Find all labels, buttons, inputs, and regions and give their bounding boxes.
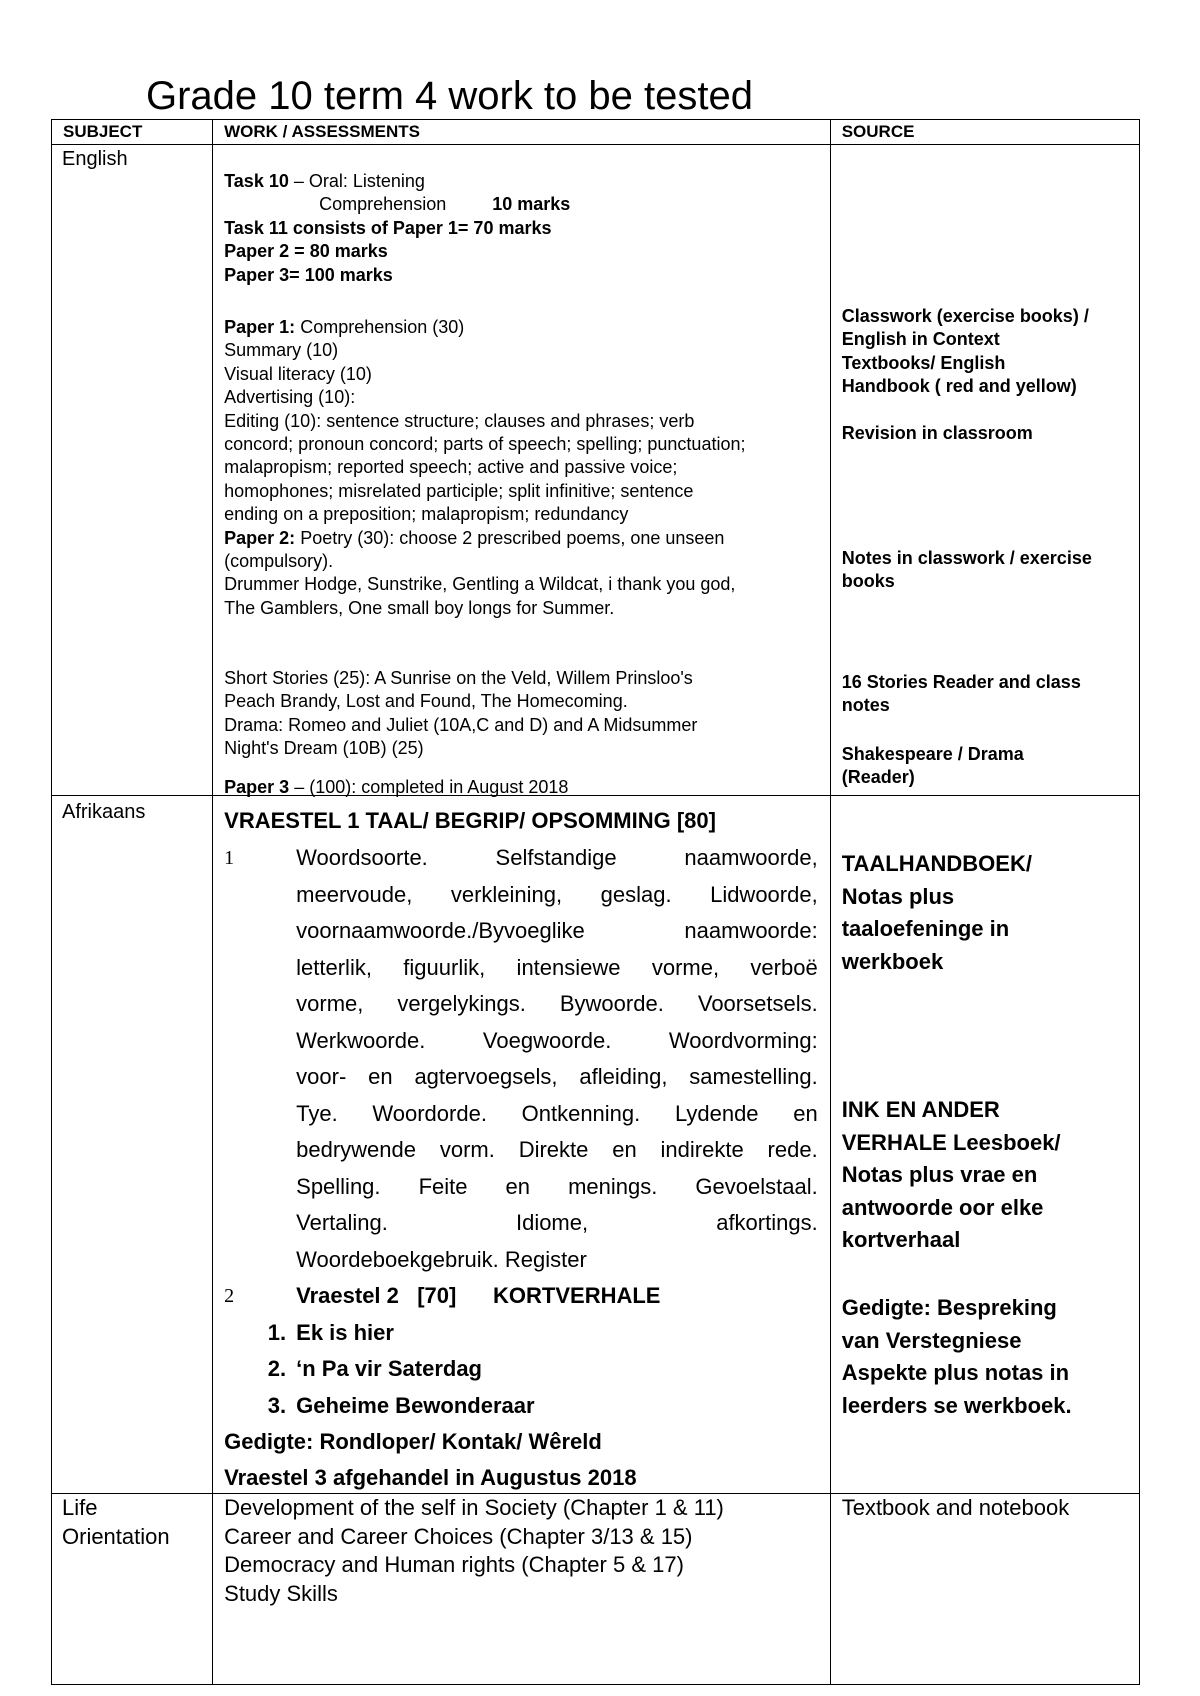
english-tasks (224, 170, 570, 287)
item1-line: Spelling. Feite en menings. Gevoelstaal. (296, 1173, 818, 1199)
source-line: 16 Stories Reader and class (841, 672, 1081, 692)
p1-line: ending on a preposition; malapropism; redundancy (224, 504, 629, 525)
item1-line: meervoude, verkleining, geslag. Lidwoorde, (296, 881, 818, 907)
afrikaans-subject: Afrikaans (62, 801, 146, 823)
p2-line: Drummer Hodge, Sunstrike, Gentling a Wildcat, i thank you god, (224, 574, 736, 595)
afrikaans-work-cell (213, 796, 831, 1494)
item1-line: Tye. Woordorde. Ontkenning. Lydende en (296, 1100, 818, 1126)
english-row (52, 145, 1140, 796)
p1-line: concord; pronoun concord; parts of speech; spelling; punctuation; (224, 434, 746, 455)
item1-line: Woordsoorte. Selfstandige naamwoorde, (296, 845, 818, 870)
item1-line: letterlik, figuurlik, intensiewe vorme, verboë (296, 954, 818, 980)
item1-line: bedrywende vorm. Direkte en indirekte rede. (296, 1137, 818, 1162)
afrikaans-source-cell (830, 796, 1139, 1494)
source-line: INK EN ANDER (841, 1097, 1000, 1122)
lo-work-line: Study Skills (224, 1580, 338, 1606)
source-line: antwoorde oor elke (841, 1194, 1044, 1220)
item1-text (296, 840, 818, 1278)
source-line: van Verstegniese (841, 1327, 1022, 1353)
paper2-marks: Paper 2 = 80 marks (224, 241, 388, 262)
item1-number: 1 (224, 847, 235, 869)
source-line: TAALHANDBOEK/ (841, 851, 1032, 876)
p1-line: Visual literacy (10) (224, 363, 372, 384)
source-line: taaloefeninge in (841, 916, 1010, 941)
item1-line: vorme, vergelykings. Bywoorde. Voorsetsels. (296, 991, 818, 1016)
task11-line: Task 11 consists of Paper 1= 70 marks (224, 217, 552, 238)
header-subject: SUBJECT (63, 122, 143, 141)
english-subject-cell (52, 145, 213, 796)
item1-line: Vertaling. Idiome, afkortings. (296, 1210, 818, 1235)
p2-line: (compulsory). (224, 551, 334, 572)
paper3-label: Paper 3 (224, 777, 290, 797)
item2-text: Vraestel 2 [70] KORTVERHALE (296, 1283, 661, 1308)
source-line: (Reader) (841, 767, 915, 788)
paper1-block (224, 316, 745, 620)
source-line: Notes in classwork / exercise (841, 548, 1092, 568)
source-line: leerders se werkboek. (841, 1392, 1072, 1418)
source-classwork (842, 305, 1131, 399)
story-number: 3. (267, 1392, 287, 1418)
source-line: Gedigte: Bespreking (841, 1295, 1057, 1320)
p2-line: The Gamblers, One small boy longs for Summer. (224, 597, 615, 618)
paper3-text: – (100): completed in August 2018 (289, 777, 569, 797)
story-title: Ek is hier (296, 1319, 394, 1345)
p1-line: Editing (10): sentence structure; clauses and phrases; verb (224, 410, 695, 431)
assessment-table (51, 119, 1140, 1685)
header-work: WORK / ASSESSMENTS (224, 122, 420, 141)
stories-block (224, 667, 697, 761)
header-work-cell (213, 120, 831, 145)
source-revision: Revision in classroom (841, 423, 1033, 443)
p1-line: Summary (10) (224, 340, 339, 361)
source-line: Handbook ( red and yellow) (841, 376, 1077, 397)
task10-label: Task 10 (224, 171, 289, 191)
source-line: Notas plus (841, 883, 955, 909)
source-line: books (841, 571, 895, 592)
lo-subject-line: Orientation (62, 1523, 170, 1549)
source-line: Aspekte plus notas in (841, 1360, 1070, 1385)
p1-line: malapropism; reported speech; active and passive voice; (224, 457, 678, 478)
header-subject-cell (52, 120, 213, 145)
item1-line: voornaamwoorde./Byvoeglike naamwoorde: (296, 918, 818, 943)
lo-source: Textbook and notebook (841, 1495, 1070, 1520)
paper1-label: Paper 1: (224, 317, 296, 337)
english-source-cell (830, 145, 1139, 796)
story-number: 1. (267, 1319, 287, 1345)
story-number: 2. (267, 1356, 287, 1381)
vraestel1-heading: VRAESTEL 1 TAAL/ BEGRIP/ OPSOMMING [80] (224, 808, 716, 833)
source-line: Textbooks/ English (841, 352, 1006, 373)
paper2-label: Paper 2: (224, 527, 296, 548)
page-title: Grade 10 term 4 work to be tested (146, 74, 753, 118)
poems-line: Gedigte: Rondloper/ Kontak/ Wêreld (224, 1429, 602, 1454)
english-subject: English (62, 148, 128, 170)
lo-work-line: Development of the self in Society (Chapter 1 & 11) (224, 1495, 724, 1520)
story-title: Geheime Bewonderaar (296, 1392, 535, 1418)
source-taalhandboek (842, 848, 1131, 978)
source-line: English in Context (841, 329, 1000, 350)
task10-marks: 10 marks (492, 194, 571, 215)
lo-subject-cell (52, 1494, 213, 1685)
source-line: notes (841, 695, 890, 716)
source-stories (842, 671, 1131, 718)
source-line: kortverhaal (841, 1227, 961, 1252)
lo-subject (52, 1494, 212, 1551)
afrikaans-subject-cell (52, 796, 213, 1494)
paper3-marks: Paper 3= 100 marks (224, 264, 393, 285)
item1-line: voor- en agtervoegsels, afleiding, samestelling. (296, 1064, 818, 1089)
lo-work-line: Career and Career Choices (Chapter 3/13 & 15) (224, 1523, 693, 1549)
source-line: Shakespeare / Drama (841, 744, 1024, 764)
stories-line: Night's Dream (10B) (25) (224, 738, 424, 759)
source-drama (842, 743, 1131, 790)
lo-work-line: Democracy and Human rights (Chapter 5 & 17) (224, 1552, 684, 1577)
source-ink (842, 1094, 1131, 1257)
life-orientation-row (52, 1494, 1140, 1685)
lo-source-cell (830, 1494, 1139, 1685)
task10-line2: Comprehension (319, 194, 447, 215)
item1-block (224, 840, 818, 1424)
stories-line: Peach Brandy, Lost and Found, The Homecoming. (224, 691, 628, 712)
source-line: Classwork (exercise books) / (841, 306, 1089, 326)
p1-line: Advertising (10): (224, 387, 356, 408)
item2-number: 2 (224, 1285, 235, 1307)
afrikaans-row (52, 796, 1140, 1494)
source-notes (842, 547, 1131, 594)
paper2-text: Poetry (30): choose 2 prescribed poems, one unseen (295, 527, 725, 548)
english-work-cell (213, 145, 831, 796)
p1-line: homophones; misrelated participle; split infinitive; sentence (224, 480, 694, 501)
source-line: VERHALE Leesboek/ (841, 1129, 1061, 1155)
lo-work-cell (213, 1494, 831, 1685)
item1-line: Werkwoorde. Voegwoorde. Woordvorming: (296, 1027, 818, 1053)
stories-line: Short Stories (25): A Sunrise on the Veld, Willem Prinsloo's (224, 668, 693, 688)
stories-line: Drama: Romeo and Juliet (10A,C and D) and A Midsummer (224, 714, 698, 735)
header-row (52, 120, 1140, 145)
lo-subject-line: Life (62, 1495, 98, 1520)
lo-work (213, 1494, 830, 1608)
header-source-cell (830, 120, 1139, 145)
vraestel3-line: Vraestel 3 afgehandel in Augustus 2018 (224, 1465, 637, 1490)
source-line: werkboek (841, 948, 944, 974)
task10-text: – Oral: Listening (288, 171, 425, 191)
source-line: Notas plus vrae en (841, 1162, 1038, 1187)
item1-line: Woordeboekgebruik. Register (296, 1246, 587, 1272)
source-gedigte (842, 1292, 1131, 1422)
story-title: ‘n Pa vir Saterdag (296, 1356, 482, 1381)
paper1-text: Comprehension (30) (295, 317, 465, 337)
header-source: SOURCE (841, 122, 915, 141)
